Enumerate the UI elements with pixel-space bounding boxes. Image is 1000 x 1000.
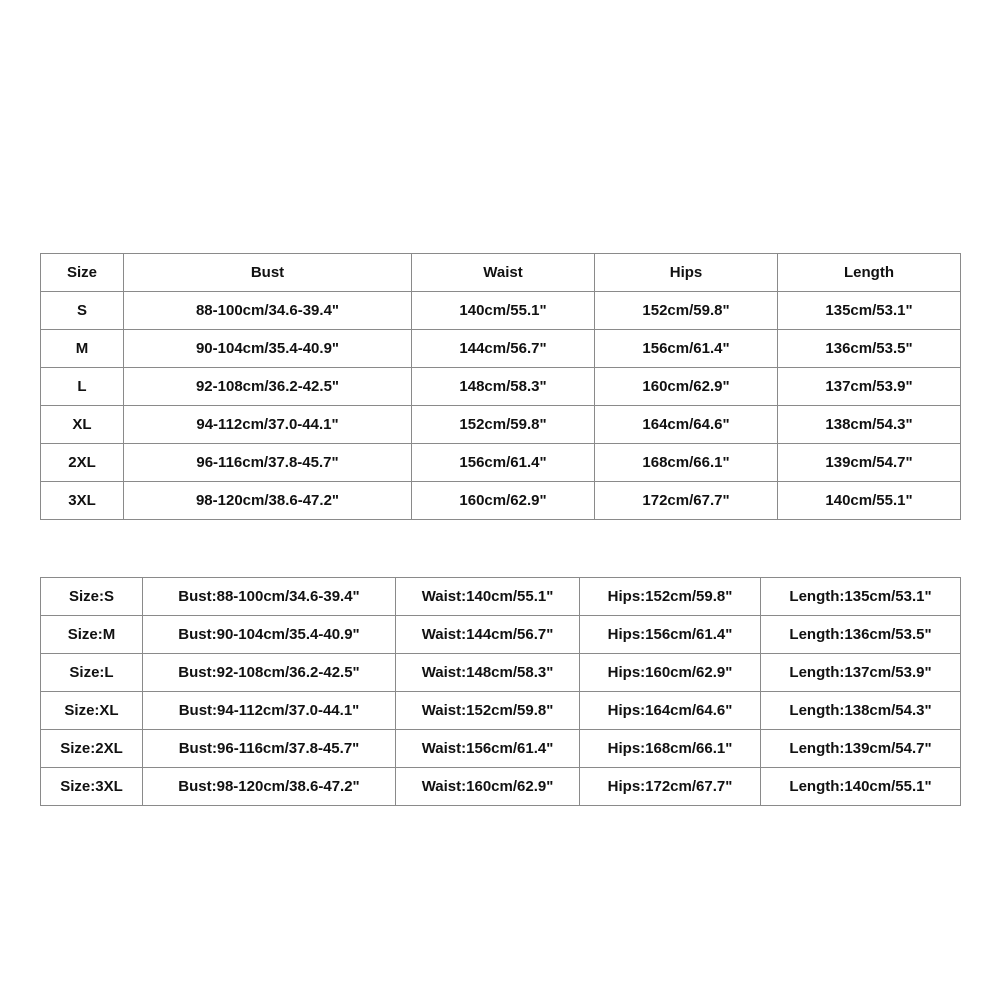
cell-length: Length:139cm/54.7" bbox=[761, 730, 961, 768]
cell-waist: 144cm/56.7" bbox=[412, 330, 595, 368]
cell-bust: 94-112cm/37.0-44.1" bbox=[124, 406, 412, 444]
cell-hips: Hips:156cm/61.4" bbox=[580, 616, 761, 654]
cell-size: 3XL bbox=[41, 482, 124, 520]
cell-length: Length:140cm/55.1" bbox=[761, 768, 961, 806]
cell-bust: Bust:96-116cm/37.8-45.7" bbox=[143, 730, 396, 768]
cell-waist: 152cm/59.8" bbox=[412, 406, 595, 444]
header-bust: Bust bbox=[124, 254, 412, 292]
cell-length: 138cm/54.3" bbox=[778, 406, 961, 444]
cell-waist: 156cm/61.4" bbox=[412, 444, 595, 482]
cell-waist: Waist:156cm/61.4" bbox=[396, 730, 580, 768]
cell-bust: Bust:92-108cm/36.2-42.5" bbox=[143, 654, 396, 692]
cell-bust: 90-104cm/35.4-40.9" bbox=[124, 330, 412, 368]
header-waist: Waist bbox=[412, 254, 595, 292]
cell-waist: Waist:144cm/56.7" bbox=[396, 616, 580, 654]
size-chart-labeled-table bbox=[40, 577, 961, 806]
cell-size: Size:L bbox=[41, 654, 143, 692]
cell-hips: Hips:160cm/62.9" bbox=[580, 654, 761, 692]
cell-size: S bbox=[41, 292, 124, 330]
table-row bbox=[41, 616, 961, 654]
cell-length: 139cm/54.7" bbox=[778, 444, 961, 482]
cell-bust: Bust:98-120cm/38.6-47.2" bbox=[143, 768, 396, 806]
table-row bbox=[41, 292, 961, 330]
header-length: Length bbox=[778, 254, 961, 292]
table-row bbox=[41, 692, 961, 730]
table-row bbox=[41, 330, 961, 368]
cell-hips: 160cm/62.9" bbox=[595, 368, 778, 406]
cell-size: XL bbox=[41, 406, 124, 444]
table-row bbox=[41, 578, 961, 616]
cell-size: 2XL bbox=[41, 444, 124, 482]
cell-size: Size:M bbox=[41, 616, 143, 654]
cell-hips: 172cm/67.7" bbox=[595, 482, 778, 520]
cell-bust: 96-116cm/37.8-45.7" bbox=[124, 444, 412, 482]
table-row bbox=[41, 768, 961, 806]
cell-size: Size:S bbox=[41, 578, 143, 616]
cell-size: L bbox=[41, 368, 124, 406]
cell-hips: 168cm/66.1" bbox=[595, 444, 778, 482]
cell-hips: 152cm/59.8" bbox=[595, 292, 778, 330]
cell-size: M bbox=[41, 330, 124, 368]
cell-waist: 160cm/62.9" bbox=[412, 482, 595, 520]
cell-length: 140cm/55.1" bbox=[778, 482, 961, 520]
cell-waist: 148cm/58.3" bbox=[412, 368, 595, 406]
cell-bust: Bust:94-112cm/37.0-44.1" bbox=[143, 692, 396, 730]
cell-waist: Waist:140cm/55.1" bbox=[396, 578, 580, 616]
cell-size: Size:XL bbox=[41, 692, 143, 730]
table-row bbox=[41, 368, 961, 406]
header-hips: Hips bbox=[595, 254, 778, 292]
cell-size: Size:3XL bbox=[41, 768, 143, 806]
size-chart-table bbox=[40, 253, 961, 520]
cell-length: Length:136cm/53.5" bbox=[761, 616, 961, 654]
cell-bust: 92-108cm/36.2-42.5" bbox=[124, 368, 412, 406]
cell-size: Size:2XL bbox=[41, 730, 143, 768]
cell-hips: Hips:168cm/66.1" bbox=[580, 730, 761, 768]
cell-bust: 88-100cm/34.6-39.4" bbox=[124, 292, 412, 330]
cell-hips: Hips:164cm/64.6" bbox=[580, 692, 761, 730]
cell-waist: Waist:160cm/62.9" bbox=[396, 768, 580, 806]
cell-waist: Waist:152cm/59.8" bbox=[396, 692, 580, 730]
cell-hips: 164cm/64.6" bbox=[595, 406, 778, 444]
cell-hips: 156cm/61.4" bbox=[595, 330, 778, 368]
cell-bust: Bust:90-104cm/35.4-40.9" bbox=[143, 616, 396, 654]
cell-length: Length:138cm/54.3" bbox=[761, 692, 961, 730]
cell-length: 137cm/53.9" bbox=[778, 368, 961, 406]
table-header-row bbox=[41, 254, 961, 292]
cell-bust: 98-120cm/38.6-47.2" bbox=[124, 482, 412, 520]
table-row bbox=[41, 654, 961, 692]
header-size: Size bbox=[41, 254, 124, 292]
table-row bbox=[41, 406, 961, 444]
cell-hips: Hips:172cm/67.7" bbox=[580, 768, 761, 806]
cell-waist: 140cm/55.1" bbox=[412, 292, 595, 330]
cell-hips: Hips:152cm/59.8" bbox=[580, 578, 761, 616]
table-row bbox=[41, 482, 961, 520]
cell-length: Length:137cm/53.9" bbox=[761, 654, 961, 692]
cell-length: 135cm/53.1" bbox=[778, 292, 961, 330]
cell-length: Length:135cm/53.1" bbox=[761, 578, 961, 616]
table-row bbox=[41, 730, 961, 768]
table-row bbox=[41, 444, 961, 482]
cell-bust: Bust:88-100cm/34.6-39.4" bbox=[143, 578, 396, 616]
cell-waist: Waist:148cm/58.3" bbox=[396, 654, 580, 692]
cell-length: 136cm/53.5" bbox=[778, 330, 961, 368]
